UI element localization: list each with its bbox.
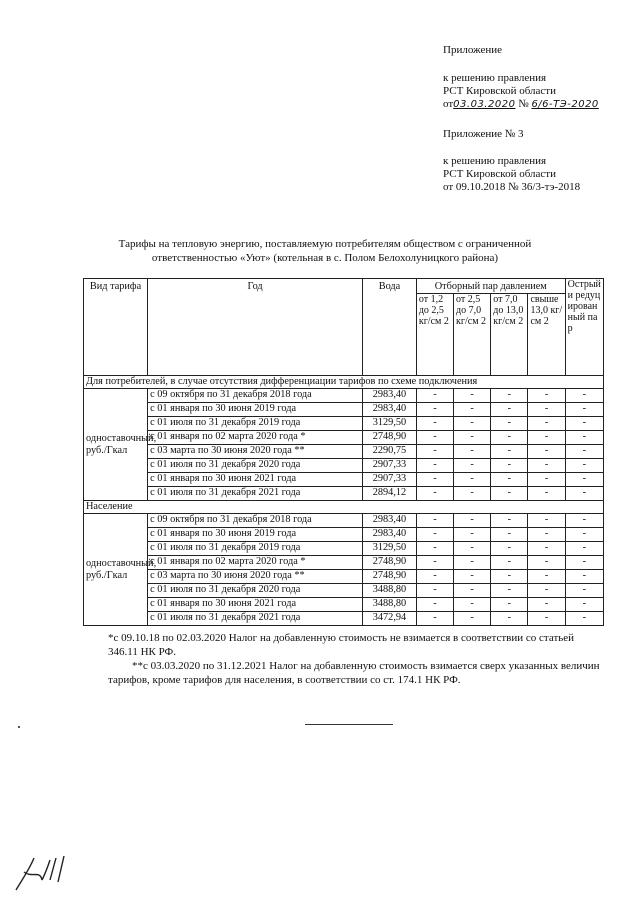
table-row [84, 556, 604, 570]
empty-tariff-cell: - [491, 542, 528, 556]
empty-tariff-cell: - [528, 570, 565, 584]
empty-tariff-cell: - [416, 598, 453, 612]
appendix-title: Приложение [443, 44, 503, 56]
empty-tariff-cell: - [491, 473, 528, 487]
column-header-year: Год [148, 279, 363, 376]
period-cell: с 01 января по 02 марта 2020 года * [148, 431, 363, 445]
empty-tariff-cell: - [416, 528, 453, 542]
empty-tariff-cell: - [528, 584, 565, 598]
section-header-row [84, 501, 604, 514]
empty-tariff-cell: - [528, 598, 565, 612]
section-title: Население [84, 501, 604, 514]
column-header-pressure-2: от 2,5 до 7,0 кг/см 2 [454, 294, 491, 376]
water-tariff-cell: 2748,90 [363, 431, 417, 445]
table-row [84, 431, 604, 445]
table-row [84, 612, 604, 626]
empty-tariff-cell: - [454, 556, 491, 570]
empty-tariff-cell: - [454, 542, 491, 556]
empty-tariff-cell: - [416, 445, 453, 459]
water-tariff-cell: 2894,12 [363, 487, 417, 501]
water-tariff-cell: 2983,40 [363, 389, 417, 403]
period-cell: с 09 октября по 31 декабря 2018 года [148, 389, 363, 403]
water-tariff-cell: 2983,40 [363, 403, 417, 417]
empty-tariff-cell: - [454, 459, 491, 473]
empty-tariff-cell: - [416, 542, 453, 556]
period-cell: с 01 июля по 31 декабря 2019 года [148, 417, 363, 431]
period-cell: с 09 октября по 31 декабря 2018 года [148, 514, 363, 528]
empty-tariff-cell: - [565, 389, 603, 403]
appendix-date-line [443, 98, 599, 111]
table-row [84, 514, 604, 528]
appendix-authority-line: РСТ Кировской области [443, 85, 556, 97]
empty-tariff-cell: - [528, 473, 565, 487]
empty-tariff-cell: - [416, 612, 453, 626]
empty-tariff-cell: - [565, 487, 603, 501]
appendix3-date-line: от 09.10.2018 № 36/3-тэ-2018 [443, 181, 581, 193]
empty-tariff-cell: - [416, 389, 453, 403]
water-tariff-cell: 2748,90 [363, 556, 417, 570]
empty-tariff-cell: - [565, 598, 603, 612]
period-cell: с 01 января по 30 июня 2019 года [148, 528, 363, 542]
water-tariff-cell: 2907,33 [363, 459, 417, 473]
empty-tariff-cell: - [528, 459, 565, 473]
appendix-from-label: от [443, 98, 454, 110]
empty-tariff-cell: - [416, 584, 453, 598]
handwritten-date: 03.03.2020 [453, 99, 516, 110]
empty-tariff-cell: - [491, 487, 528, 501]
water-tariff-cell: 3129,50 [363, 542, 417, 556]
water-tariff-cell: 2907,33 [363, 473, 417, 487]
tariff-type-cell: одноставочный, руб./Гкал [84, 389, 148, 501]
divider-line [305, 724, 393, 725]
empty-tariff-cell: - [491, 598, 528, 612]
empty-tariff-cell: - [454, 417, 491, 431]
table-row [84, 542, 604, 556]
empty-tariff-cell: - [565, 417, 603, 431]
column-header-selected-steam: Отборный пар давлением [416, 279, 565, 294]
column-header-water: Вода [363, 279, 417, 376]
appendix3-decision-line: к решению правления [443, 155, 547, 167]
empty-tariff-cell: - [491, 403, 528, 417]
empty-tariff-cell: - [491, 389, 528, 403]
table-row [84, 570, 604, 584]
column-header-pressure-1: от 1,2 до 2,5 кг/см 2 [416, 294, 453, 376]
tariff-table [83, 278, 604, 626]
empty-tariff-cell: - [528, 417, 565, 431]
section-title: Для потребителей, в случае отсутствия дифференциации тарифов по схеме подключения [84, 376, 604, 389]
table-row [84, 417, 604, 431]
water-tariff-cell: 2290,75 [363, 445, 417, 459]
empty-tariff-cell: - [454, 514, 491, 528]
empty-tariff-cell: - [454, 598, 491, 612]
period-cell: с 01 января по 30 июня 2019 года [148, 403, 363, 417]
column-header-pressure-4: свыше 13,0 кг/см 2 [528, 294, 565, 376]
empty-tariff-cell: - [454, 473, 491, 487]
table-row [84, 459, 604, 473]
empty-tariff-cell: - [528, 556, 565, 570]
empty-tariff-cell: - [491, 445, 528, 459]
empty-tariff-cell: - [565, 542, 603, 556]
empty-tariff-cell: - [454, 612, 491, 626]
empty-tariff-cell: - [491, 459, 528, 473]
scan-dot [18, 726, 20, 728]
empty-tariff-cell: - [491, 417, 528, 431]
empty-tariff-cell: - [565, 473, 603, 487]
table-row [84, 487, 604, 501]
empty-tariff-cell: - [528, 389, 565, 403]
table-row [84, 445, 604, 459]
water-tariff-cell: 2983,40 [363, 528, 417, 542]
appendix-decision-line: к решению правления [443, 72, 547, 84]
empty-tariff-cell: - [491, 431, 528, 445]
period-cell: с 01 января по 30 июня 2021 года [148, 473, 363, 487]
empty-tariff-cell: - [528, 542, 565, 556]
empty-tariff-cell: - [454, 403, 491, 417]
table-row [84, 389, 604, 403]
empty-tariff-cell: - [528, 487, 565, 501]
empty-tariff-cell: - [565, 459, 603, 473]
empty-tariff-cell: - [565, 556, 603, 570]
empty-tariff-cell: - [416, 556, 453, 570]
empty-tariff-cell: - [528, 612, 565, 626]
water-tariff-cell: 3488,80 [363, 598, 417, 612]
water-tariff-cell: 2983,40 [363, 514, 417, 528]
period-cell: с 01 июля по 31 декабря 2021 года [148, 487, 363, 501]
footnotes [108, 631, 605, 687]
table-row [84, 584, 604, 598]
water-tariff-cell: 2748,90 [363, 570, 417, 584]
period-cell: с 01 января по 30 июня 2021 года [148, 598, 363, 612]
empty-tariff-cell: - [491, 584, 528, 598]
empty-tariff-cell: - [528, 431, 565, 445]
handwritten-number: 6/6-ТЭ-2020 [531, 99, 599, 110]
empty-tariff-cell: - [565, 514, 603, 528]
empty-tariff-cell: - [565, 612, 603, 626]
empty-tariff-cell: - [416, 403, 453, 417]
empty-tariff-cell: - [416, 417, 453, 431]
empty-tariff-cell: - [565, 403, 603, 417]
appendix3-authority-line: РСТ Кировской области [443, 168, 556, 180]
period-cell: с 01 июля по 31 декабря 2021 года [148, 612, 363, 626]
period-cell: с 03 марта по 30 июня 2020 года ** [148, 445, 363, 459]
footnote-2: **с 03.03.2020 по 31.12.2021 Налог на добавленную стоимость взимается сверх указанных величин тарифов, кроме тарифов для населения, в соответствии со ст. 174.1 НК РФ. [108, 660, 600, 686]
empty-tariff-cell: - [416, 487, 453, 501]
empty-tariff-cell: - [491, 556, 528, 570]
signature-icon [12, 850, 72, 895]
empty-tariff-cell: - [565, 445, 603, 459]
water-tariff-cell: 3488,80 [363, 584, 417, 598]
empty-tariff-cell: - [454, 528, 491, 542]
column-header-pressure-3: от 7,0 до 13,0 кг/см 2 [491, 294, 528, 376]
empty-tariff-cell: - [454, 570, 491, 584]
period-cell: с 01 июля по 31 декабря 2019 года [148, 542, 363, 556]
table-row [84, 403, 604, 417]
appendix3-title: Приложение № 3 [443, 128, 524, 140]
empty-tariff-cell: - [416, 570, 453, 584]
empty-tariff-cell: - [454, 445, 491, 459]
empty-tariff-cell: - [491, 528, 528, 542]
period-cell: с 01 января по 02 марта 2020 года * [148, 556, 363, 570]
table-row [84, 473, 604, 487]
table-row [84, 598, 604, 612]
empty-tariff-cell: - [491, 612, 528, 626]
period-cell: с 03 марта по 30 июня 2020 года ** [148, 570, 363, 584]
empty-tariff-cell: - [491, 514, 528, 528]
empty-tariff-cell: - [416, 473, 453, 487]
empty-tariff-cell: - [528, 445, 565, 459]
empty-tariff-cell: - [491, 570, 528, 584]
period-cell: с 01 июля по 31 декабря 2020 года [148, 584, 363, 598]
empty-tariff-cell: - [454, 389, 491, 403]
empty-tariff-cell: - [565, 528, 603, 542]
empty-tariff-cell: - [565, 431, 603, 445]
empty-tariff-cell: - [416, 431, 453, 445]
column-header-tariff-type: Вид тарифа [84, 279, 148, 376]
tariff-type-cell: одноставочный, руб./Гкал [84, 514, 148, 626]
section-header-row [84, 376, 604, 389]
table-row [84, 528, 604, 542]
empty-tariff-cell: - [565, 570, 603, 584]
water-tariff-cell: 3472,94 [363, 612, 417, 626]
empty-tariff-cell: - [416, 459, 453, 473]
empty-tariff-cell: - [565, 584, 603, 598]
empty-tariff-cell: - [528, 514, 565, 528]
empty-tariff-cell: - [454, 431, 491, 445]
footnote-1: *с 09.10.18 по 02.03.2020 Налог на добавленную стоимость не взимается в соответствии со статьей 346.11 НК РФ. [108, 632, 575, 658]
number-sign: № [518, 98, 529, 110]
empty-tariff-cell: - [528, 403, 565, 417]
period-cell: с 01 июля по 31 декабря 2020 года [148, 459, 363, 473]
empty-tariff-cell: - [454, 487, 491, 501]
empty-tariff-cell: - [416, 514, 453, 528]
water-tariff-cell: 3129,50 [363, 417, 417, 431]
empty-tariff-cell: - [528, 528, 565, 542]
column-header-sharp-steam: Острый и редуцированный пар [565, 279, 603, 376]
empty-tariff-cell: - [454, 584, 491, 598]
document-title: Тарифы на тепловую энергию, поставляемую потребителям обществом с ограниченной ответственностью «Уют» (котельная в с. Полом Белохолуницкого района) [118, 238, 532, 264]
